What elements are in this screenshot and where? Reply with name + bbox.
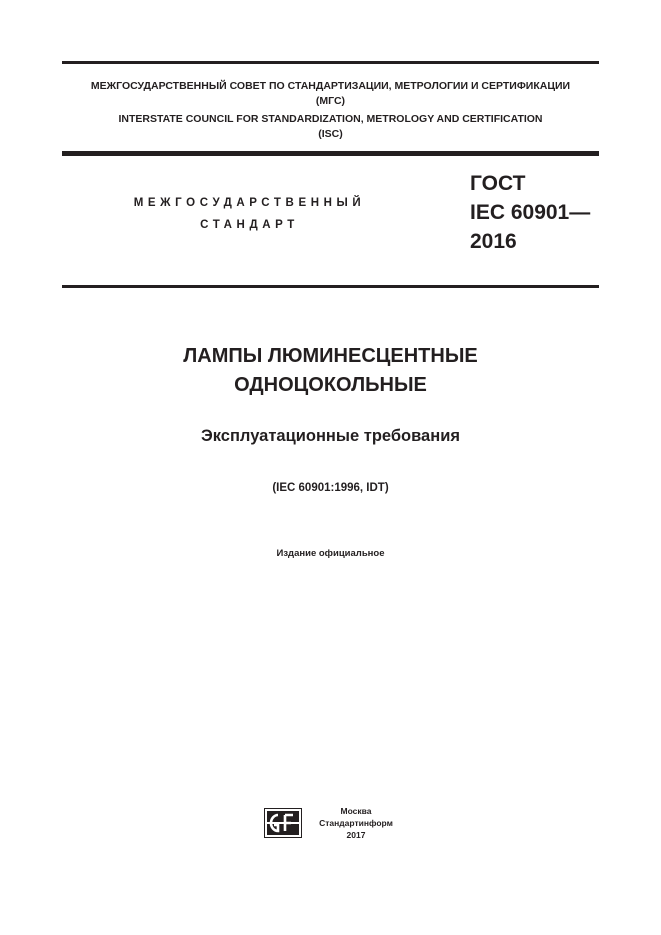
standard-type-line1: МЕЖГОСУДАРСТВЕННЫЙ	[133, 197, 366, 209]
standard-designation	[470, 169, 590, 256]
international-reference: (IEC 60901:1996, IDT)	[272, 482, 389, 494]
designation-year: 2016	[470, 230, 517, 253]
publisher-name: Стандартинформ	[319, 818, 393, 828]
title-line1: ЛАМПЫ ЛЮМИНЕСЦЕНТНЫЕ	[183, 345, 478, 367]
designation-prefix: ГОСТ	[470, 172, 526, 195]
edition-note: Издание официальное	[276, 548, 385, 559]
standartinform-logo-icon	[264, 808, 302, 838]
publisher-city: Москва	[340, 806, 372, 816]
middle-rule	[62, 151, 599, 156]
title-line2: ОДНОЦОКОЛЬНЫЕ	[234, 374, 427, 396]
standard-type-line2: СТАНДАРТ	[200, 219, 299, 231]
document-subtitle: Эксплуатационные требования	[201, 427, 460, 445]
bottom-rule	[62, 285, 599, 288]
designation-number: IEC 60901—	[470, 201, 591, 224]
publisher-year: 2017	[346, 830, 366, 840]
publisher-block	[308, 805, 404, 841]
council-name-en: INTERSTATE COUNCIL FOR STANDARDIZATION, METROLOGY AND CERTIFICATION	[118, 113, 543, 125]
document-title	[62, 342, 599, 400]
council-abbr-en: (ISC)	[318, 128, 343, 140]
standard-type	[62, 192, 437, 236]
council-abbr-ru: (МГС)	[315, 95, 346, 107]
council-header	[62, 79, 599, 142]
top-rule	[62, 61, 599, 64]
council-name-ru: МЕЖГОСУДАРСТВЕННЫЙ СОВЕТ ПО СТАНДАРТИЗАЦИИ, МЕТРОЛОГИИ И СЕРТИФИКАЦИИ	[90, 80, 571, 92]
